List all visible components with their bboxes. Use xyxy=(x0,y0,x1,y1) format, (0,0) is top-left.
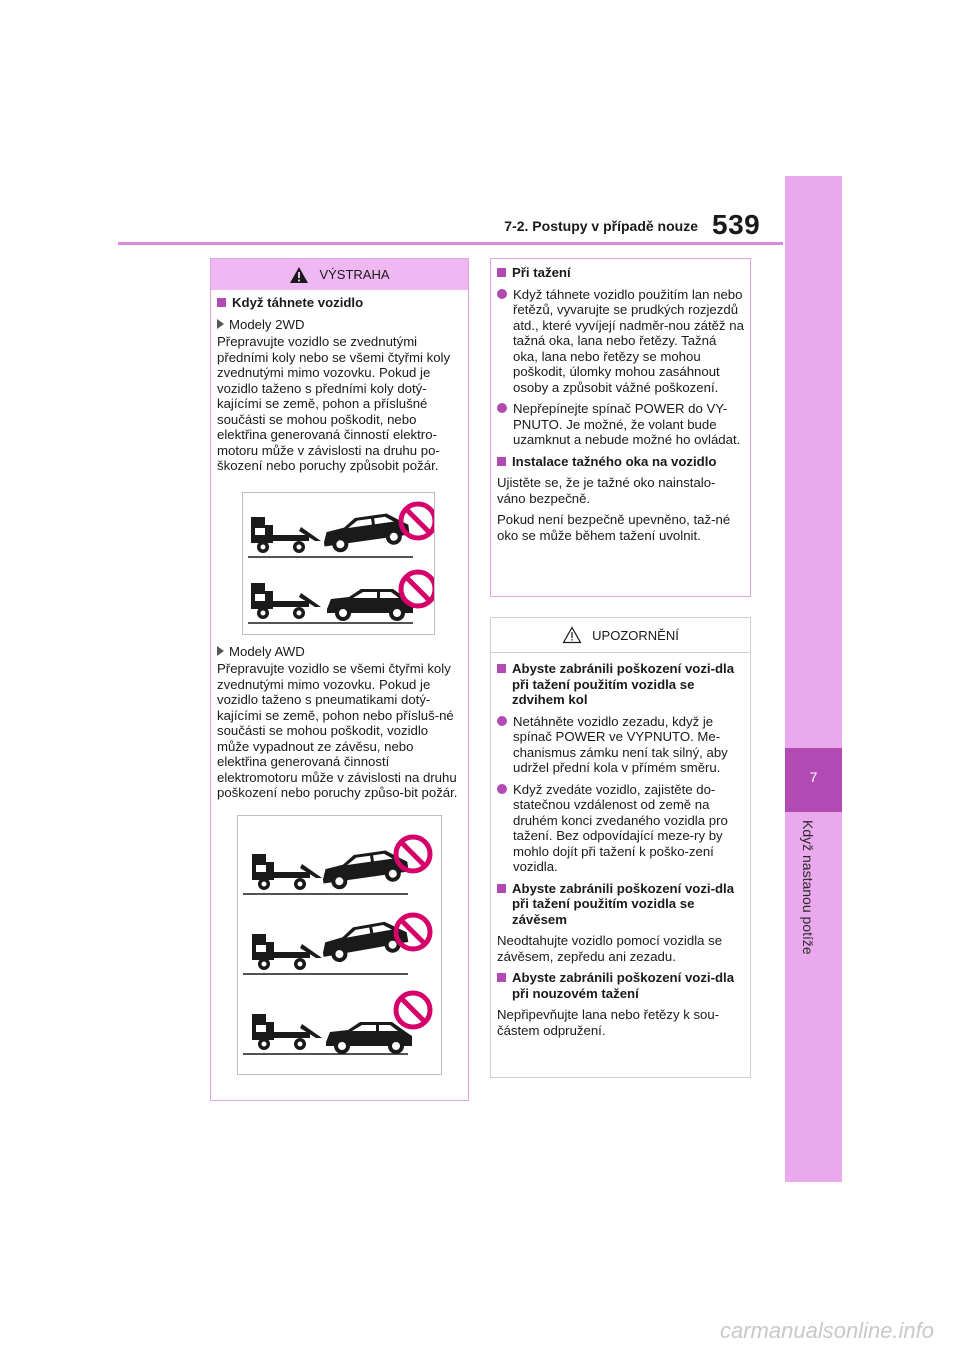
caution-para-2: Neodtahujte vozidlo pomocí vozidla se závěsem, zepředu ani zezadu. xyxy=(497,933,723,964)
caution-heading-1: Abyste zabránili poškození vozi-dla při tažení použitím vozidla se zdvihem kol xyxy=(497,661,744,708)
text-2wd: Přepravujte vozidlo se zvednutými předními koly nebo se všemi čtyřmi koly zvednutými mimo vozovku. Pokud je vozidlo taženo s předními koly dotý-kajícími se země, pohon a příslušné součásti se mohou poškodit, nebo elektřina generovaná činností elektro-motoru může v závislosti na druhu po-škození nebo poruchy způsobit požár. xyxy=(217,334,451,473)
arrow-right-icon xyxy=(217,646,224,656)
caution-body xyxy=(491,653,750,1050)
caution-bullet-1: Netáhněte vozidlo zezadu, když je spínač POWER ve VYPNUTO. Me-chanismus zámku není tak silný, aby udržel přední kola v přímém směru. xyxy=(497,714,744,776)
caution-heading-2: Abyste zabránili poškození vozi-dla při tažení použitím vozidla se závěsem xyxy=(497,881,744,928)
watermark: carmanualsonline.info xyxy=(720,1318,935,1343)
chapter-number: 7 xyxy=(785,748,842,812)
round-bullet-icon xyxy=(497,716,507,726)
caution-box xyxy=(490,617,751,1078)
caution-header xyxy=(491,618,750,653)
chapter-title: Když nastanou potíže xyxy=(800,820,816,955)
tow-eye-para-1: Ujistěte se, že je tažné oko nainstalo-váno bezpečně. xyxy=(497,475,716,506)
page-number: 539 xyxy=(712,209,761,240)
caution-bullet-2: Když zvedáte vozidlo, zajistěte do-statečnou vzdálenost od země na druhém konci zvedaného vozidla pro tažení. Bez odpovídající meze-ry by mohlo dojít při tažení k poško-zení vozidla. xyxy=(497,782,744,875)
towing-box xyxy=(490,258,751,597)
round-bullet-icon xyxy=(497,784,507,794)
header-rule xyxy=(118,242,783,245)
square-bullet-icon xyxy=(497,664,506,673)
text-awd: Přepravujte vozidlo se všemi čtyřmi koly zvednutými mimo vozovku. Pokud je vozidlo taženo s pneumatikami dotý-kajícími se země, pohon nebo přísluš-né součásti se mohou poškodit, vozidlo může vypadnout ze závěsu, nebo elektřina generovaná činností elektromotoru může v závislosti na druhu poškození nebo poruchy způso-bit požár. xyxy=(217,661,458,800)
towing-bullet-2: Nepřepínejte spínač POWER do VY-PNUTO. Je možné, že volant bude uzamknut a nebude možné ho ovládat. xyxy=(497,401,744,448)
caution-para-3: Nepřipevňujte lana nebo řetězy k sou-částem odpružení. xyxy=(497,1007,720,1038)
square-bullet-icon xyxy=(217,298,226,307)
tow-eye-para-2: Pokud není bezpečně upevněno, taž-né oko se může během tažení uvolnit. xyxy=(497,512,731,543)
warning-heading: Když táhnete vozidlo xyxy=(217,295,462,311)
square-bullet-icon xyxy=(497,973,506,982)
illustration-2wd xyxy=(242,492,435,635)
warning-title: VÝSTRAHA xyxy=(319,267,390,282)
round-bullet-icon xyxy=(497,289,507,299)
arrow-right-icon xyxy=(217,319,224,329)
warning-body xyxy=(211,290,468,1081)
caution-heading-3: Abyste zabránili poškození vozi-dla při nouzovém tažení xyxy=(497,970,744,1001)
warning-header xyxy=(211,259,468,290)
caution-title: UPOZORNĚNÍ xyxy=(592,627,679,643)
model-2wd-label: Modely 2WD xyxy=(217,317,462,333)
towing-heading: Při tažení xyxy=(497,265,744,281)
caution-triangle-icon xyxy=(562,626,582,644)
round-bullet-icon xyxy=(497,403,507,413)
warning-triangle-icon xyxy=(289,266,309,284)
towing-body xyxy=(491,259,750,555)
chapter-tab xyxy=(785,176,842,1182)
square-bullet-icon xyxy=(497,884,506,893)
tow-eye-heading: Instalace tažného oka na vozidlo xyxy=(497,454,744,470)
square-bullet-icon xyxy=(497,268,506,277)
towing-bullet-1: Když táhnete vozidlo použitím lan nebo řetězů, vyvarujte se prudkých rozjezdů atd., které vyvíjejí nadměr-nou zátěž na tažná oka, lana nebo řetězy. Tažná oka, lana nebo řetězy se mohou poškodit, úlomky mohou zasáhnout osoby a způsobit vážné poškození. xyxy=(497,287,744,396)
square-bullet-icon xyxy=(497,457,506,466)
model-awd-label: Modely AWD xyxy=(217,644,462,660)
illustration-awd xyxy=(237,815,442,1075)
section-title: 7-2. Postupy v případě nouze xyxy=(504,218,698,234)
warning-box xyxy=(210,258,469,1101)
